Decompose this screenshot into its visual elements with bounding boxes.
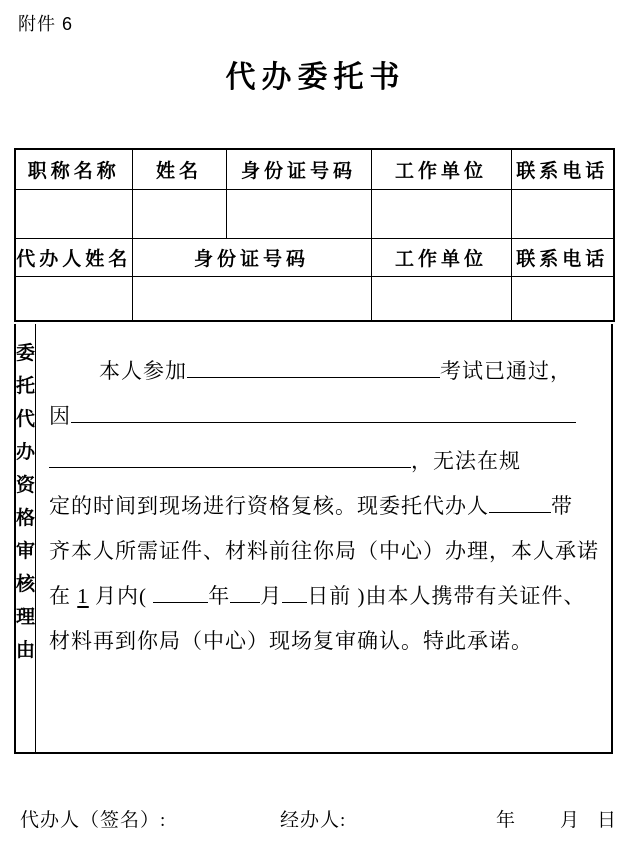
- blank-underline-field: [489, 492, 551, 513]
- blank-underline-field: [49, 447, 411, 468]
- reason-text: 材料再到你局（中心）现场复审确认。特此承诺。: [49, 629, 534, 653]
- applicant-table-body: [15, 149, 614, 321]
- reason-vertical-label: [16, 324, 36, 752]
- vertical-label-char: 审: [16, 541, 36, 562]
- table-row: [15, 149, 614, 189]
- table-blank-cell: [15, 276, 132, 321]
- reason-text: 月内(: [88, 584, 154, 608]
- reason-text: 月: [260, 584, 283, 608]
- table-blank-cell: [226, 189, 371, 238]
- reason-content: [36, 324, 611, 752]
- agent-signature-label: 代办人（签名）:: [20, 810, 167, 831]
- attachment-label: 附件 6: [18, 14, 74, 34]
- table-header-cell: 联系电话: [511, 238, 614, 276]
- table-header-cell: 联系电话: [511, 149, 614, 189]
- table-blank-cell: [132, 189, 226, 238]
- table-header-cell: 代办人姓名: [15, 238, 132, 276]
- reason-text: 1: [77, 584, 89, 608]
- table-blank-cell: [15, 189, 132, 238]
- reason-line-6: [49, 574, 599, 619]
- reason-text: 年: [208, 584, 231, 608]
- table-blank-cell: [371, 189, 511, 238]
- reason-line-4: [49, 484, 599, 529]
- table-header-cell: 职称名称: [15, 149, 132, 189]
- blank-underline-field: [71, 402, 576, 423]
- blank-underline-field: [187, 357, 440, 378]
- reason-text: 本人参加: [99, 359, 188, 383]
- blank-underline-field: [282, 582, 307, 603]
- vertical-label-char: 办: [16, 442, 36, 463]
- reason-text: 在: [49, 584, 78, 608]
- reason-line-3: [49, 439, 599, 484]
- table-blank-cell: [371, 276, 511, 321]
- vertical-label-char: 理: [16, 607, 36, 628]
- vertical-label-char: 托: [16, 376, 36, 397]
- reason-text: 考试已通过，: [440, 359, 573, 383]
- reason-text: 带: [551, 494, 574, 518]
- vertical-label-char: 委: [16, 343, 36, 364]
- table-row: [15, 238, 614, 276]
- table-blank-cell: [132, 276, 371, 321]
- table-header-cell: 工作单位: [371, 149, 511, 189]
- table-header-cell: 身份证号码: [226, 149, 371, 189]
- reason-line-1: [49, 349, 599, 394]
- vertical-label-char: 代: [16, 409, 36, 430]
- table-header-cell: 姓名: [132, 149, 226, 189]
- table-row: [15, 276, 614, 321]
- table-blank-cell: [511, 189, 614, 238]
- reason-line-2: [49, 394, 599, 439]
- table-header-cell: 工作单位: [371, 238, 511, 276]
- reason-section: [14, 324, 613, 754]
- vertical-label-char: 由: [16, 640, 36, 661]
- table-blank-cell: [511, 276, 614, 321]
- month-label: 月: [560, 810, 580, 831]
- vertical-label-char: 资: [16, 475, 36, 496]
- day-label: 日: [597, 810, 617, 831]
- reason-line-7: [49, 619, 599, 664]
- table-row: [15, 189, 614, 238]
- page-title: 代办委托书: [225, 61, 406, 94]
- reason-text: ，无法在规: [411, 449, 522, 473]
- year-label: 年: [496, 810, 516, 831]
- table-header-cell: 身份证号码: [132, 238, 371, 276]
- vertical-label-char: 核: [16, 574, 36, 595]
- blank-underline-field: [230, 582, 260, 603]
- signature-footer: [0, 805, 631, 835]
- vertical-label-char: 格: [16, 508, 36, 529]
- blank-underline-field: [153, 582, 208, 603]
- reason-text: 因: [49, 404, 72, 428]
- reason-line-5: [49, 529, 599, 574]
- reason-text: 齐本人所需证件、材料前往你局（中心）办理，本人承诺: [49, 539, 600, 563]
- applicant-table: [14, 148, 615, 322]
- handler-label: 经办人:: [280, 810, 347, 831]
- reason-text: 定的时间到现场进行资格复核。现委托代办人: [49, 494, 490, 518]
- reason-text: 日前 )由本人携带有关证件、: [307, 584, 586, 608]
